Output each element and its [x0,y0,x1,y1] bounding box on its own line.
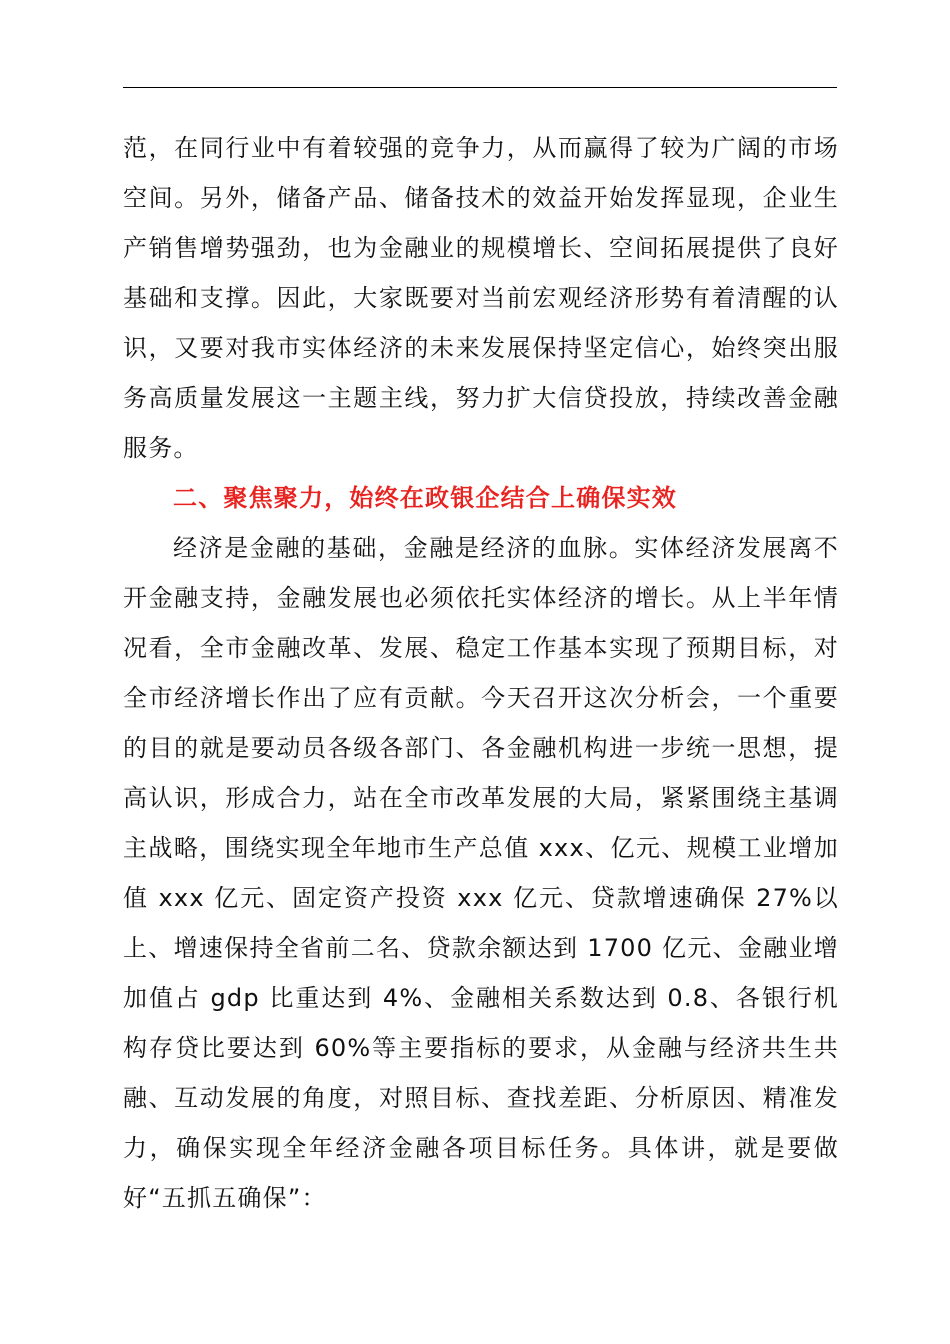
header-rule [123,87,837,88]
section-heading: 二、聚焦聚力，始终在政银企结合上确保实效 [173,484,677,512]
document-body [123,123,839,1223]
paragraph-section-body: 经济是金融的基础，金融是经济的血脉。实体经济发展离不开金融支持，金融发展也必须依托实体经济的增长。从上半年情况看，全市金融改革、发展、稳定工作基本实现了预期目标，对全市经济增长作出了应有贡献。今天召开这次分析会，一个重要的目的就是要动员各级各部门、各金融机构进一步统一思想，提高认识，形成合力，站在全市改革发展的大局，紧紧围绕主基调主战略，围绕实现全年地市生产总值 xxx、亿元、规模工业增加值 xxx 亿元、固定资产投资 xxx 亿元、贷款增速确保 27%以上、增速保持全省前二名、贷款余额达到 1700 亿元、金融业增加值占 gdp 比重达到 4%、金融相关系数达到 0.8、各银行机构存贷比要达到 60%等主要指标的要求，从金融与经济共生共融、互动发展的角度，对照目标、查找差距、分析原因、精准发力，确保实现全年经济金融各项目标任务。具体讲，就是要做好“五抓五确保”： [123,534,839,1212]
paragraph-continued: 范，在同行业中有着较强的竞争力，从而赢得了较为广阔的市场空间。另外，储备产品、储备技术的效益开始发挥显现，企业生产销售增势强劲，也为金融业的规模增长、空间拓展提供了良好基础和支撑。因此，大家既要对当前宏观经济形势有着清醒的认识，又要对我市实体经济的未来发展保持坚定信心，始终突出服务高质量发展这一主题主线，努力扩大信贷投放，持续改善金融服务。 [123,134,839,462]
